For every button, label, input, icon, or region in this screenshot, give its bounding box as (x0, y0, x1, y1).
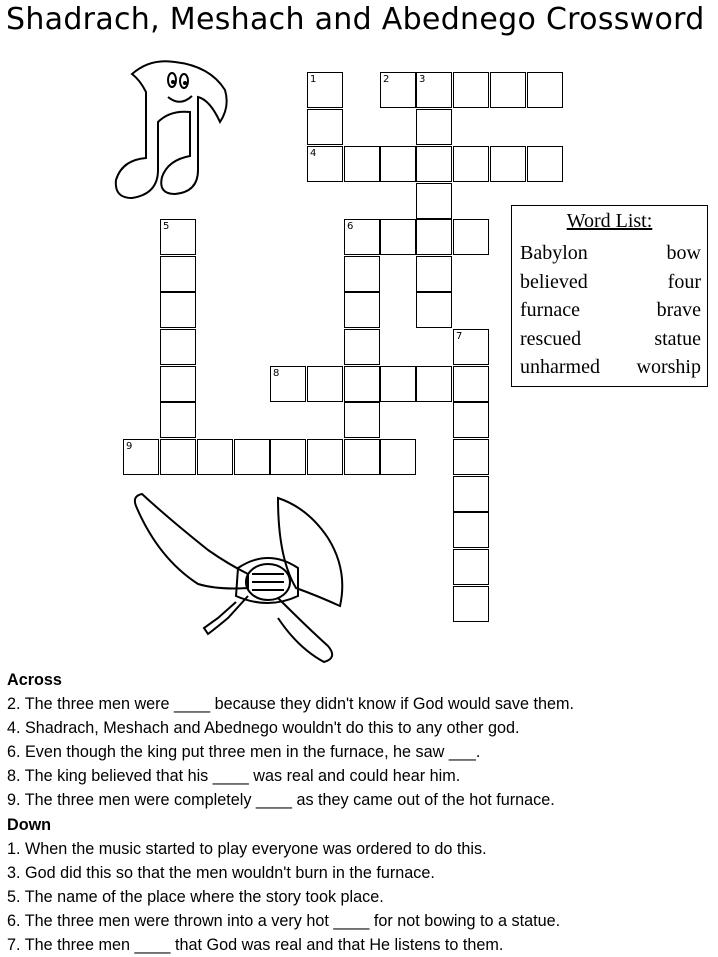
clue-number: 4 (310, 148, 317, 159)
clue-number: 5 (163, 221, 170, 232)
clue-number: 8 (273, 368, 280, 379)
across-clue: 6. Even though the king put three men in the furnace, he saw ___. (7, 743, 481, 762)
cell[interactable] (416, 366, 452, 402)
across-clue: 9. The three men were completely ____ as they came out of the hot furnace. (7, 791, 555, 810)
clue-number: 9 (126, 441, 133, 452)
clue-number: 3 (419, 74, 426, 85)
down-clue: 3. God did this so that the men wouldn't burn in the furnace. (7, 863, 435, 882)
cell[interactable] (307, 146, 343, 182)
word-list-row (520, 271, 701, 294)
clue-number: 7 (456, 331, 463, 342)
cell[interactable] (416, 256, 452, 292)
cell[interactable] (344, 439, 380, 475)
cell[interactable] (344, 329, 380, 365)
cell[interactable] (307, 366, 343, 402)
cell[interactable] (453, 402, 489, 438)
clues-section (7, 668, 574, 957)
word-list-row (520, 242, 701, 265)
across-clue: 4. Shadrach, Meshach and Abednego wouldn't do this to any other god. (7, 719, 520, 738)
cell[interactable] (344, 402, 380, 438)
word-list-word: Babylon (520, 242, 588, 264)
cell[interactable] (453, 439, 489, 475)
cell[interactable] (380, 219, 416, 255)
cell[interactable] (416, 109, 452, 145)
cell[interactable] (490, 146, 526, 182)
cell[interactable] (380, 72, 416, 108)
word-list-word: bow (666, 242, 701, 264)
cell[interactable] (416, 72, 452, 108)
word-list-word: statue (654, 328, 701, 350)
cell[interactable] (160, 256, 196, 292)
cell[interactable] (344, 366, 380, 402)
horn-illustration (128, 478, 364, 670)
page-title: Shadrach, Meshach and Abednego Crossword (6, 2, 705, 37)
word-list-row (520, 328, 701, 351)
cell[interactable] (270, 439, 306, 475)
word-list-word: brave (656, 299, 701, 321)
cell[interactable] (453, 146, 489, 182)
cell[interactable] (344, 146, 380, 182)
clue-number: 2 (383, 74, 390, 85)
cell[interactable] (453, 219, 489, 255)
down-clue: 6. The three men were thrown into a very hot ____ for not bowing to a statue. (7, 911, 561, 930)
cell[interactable] (234, 439, 270, 475)
cell[interactable] (197, 439, 233, 475)
cell[interactable] (453, 476, 489, 512)
cell[interactable] (527, 146, 563, 182)
word-list-word: rescued (520, 328, 582, 350)
word-list-word: four (667, 271, 701, 293)
down-clue: 5. The name of the place where the story took place. (7, 887, 384, 906)
cell[interactable] (527, 72, 563, 108)
word-list-box (511, 205, 708, 387)
cell[interactable] (160, 366, 196, 402)
cell[interactable] (160, 329, 196, 365)
word-list-row (520, 299, 701, 322)
across-clue: 8. The king believed that his ____ was real and could hear him. (7, 767, 461, 786)
cell[interactable] (344, 256, 380, 292)
cell[interactable] (160, 439, 196, 475)
cell[interactable] (453, 549, 489, 585)
cell[interactable] (160, 402, 196, 438)
across-heading: Across (7, 671, 62, 689)
word-list-word: believed (520, 271, 588, 293)
clue-number: 6 (347, 221, 354, 232)
cell[interactable] (416, 292, 452, 328)
cell[interactable] (416, 146, 452, 182)
cell[interactable] (490, 72, 526, 108)
down-clue: 7. The three men ____ that God was real and that He listens to them. (7, 936, 504, 955)
cell[interactable] (307, 72, 343, 108)
across-clue: 2. The three men were ____ because they didn't know if God would save them. (7, 695, 574, 714)
word-list-title: Word List: (566, 210, 653, 232)
cell[interactable] (453, 329, 489, 365)
cell[interactable] (380, 146, 416, 182)
cell[interactable] (123, 439, 159, 475)
cell[interactable] (344, 292, 380, 328)
cell[interactable] (270, 366, 306, 402)
cell[interactable] (416, 219, 452, 255)
word-list-word: worship (636, 356, 701, 378)
cell[interactable] (344, 219, 380, 255)
down-clue: 1. When the music started to play everyone was ordered to do this. (7, 839, 487, 858)
down-heading: Down (7, 815, 52, 834)
word-list-row (520, 356, 701, 379)
music-note-illustration (80, 52, 240, 202)
cell[interactable] (307, 439, 343, 475)
clue-number: 1 (310, 74, 317, 85)
cell[interactable] (160, 292, 196, 328)
cell[interactable] (160, 219, 196, 255)
word-list-word: furnace (520, 299, 580, 321)
cell[interactable] (380, 366, 416, 402)
cell[interactable] (453, 72, 489, 108)
cell[interactable] (453, 512, 489, 548)
cell[interactable] (307, 109, 343, 145)
word-list-word: unharmed (520, 356, 600, 378)
cell[interactable] (453, 366, 489, 402)
cell[interactable] (453, 586, 489, 622)
cell[interactable] (380, 439, 416, 475)
cell[interactable] (416, 183, 452, 219)
